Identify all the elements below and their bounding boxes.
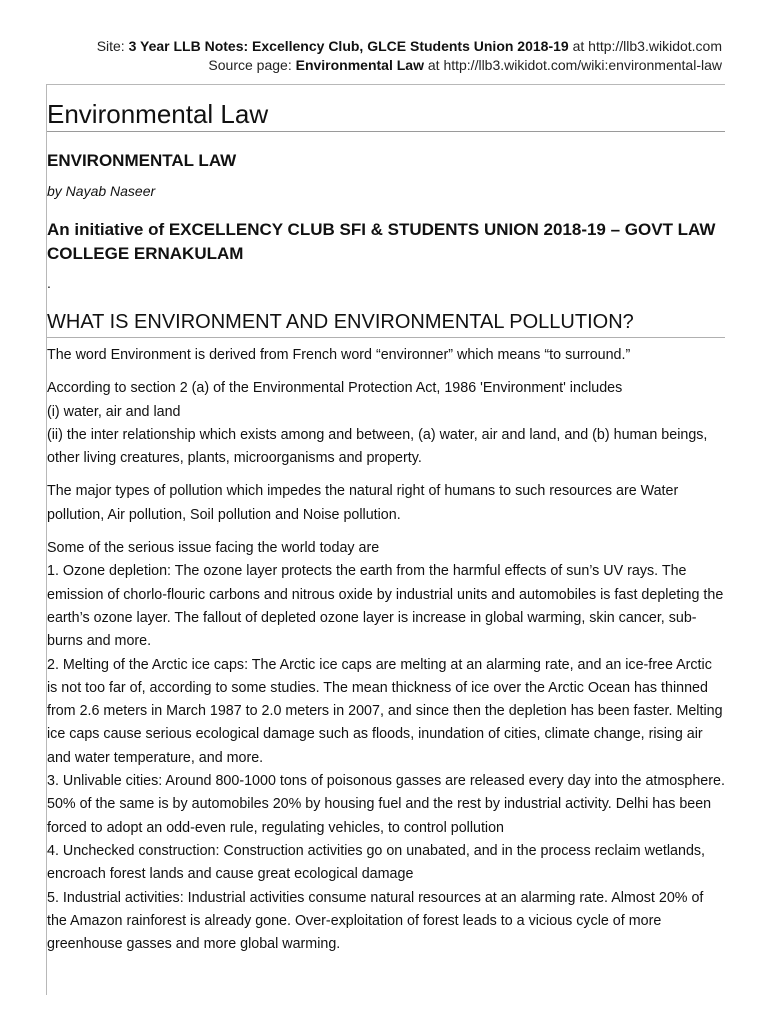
site-line (22, 37, 722, 56)
article-heading: ENVIRONMENTAL LAW (47, 151, 237, 170)
source-at: at (427, 57, 440, 73)
site-at: at (572, 38, 585, 54)
source-line (22, 56, 722, 75)
section-2a-item-1: (i) water, air and land (47, 403, 181, 420)
dot-separator: . (47, 275, 51, 291)
page-title: Environmental Law (47, 99, 725, 132)
byline: by Nayab Naseer (47, 183, 156, 199)
initiative-heading: An initiative of EXCELLENCY CLUB SFI & STUDENTS UNION 2018-19 – GOVT LAW COLLEGE ERNAKULAM (47, 220, 716, 263)
issue-item: 3. Unlivable cities: Around 800-1000 tons of poisonous gasses are released every day into the atmosphere. 50% of the same is by automobiles 20% by housing fuel and the rest by industrial activity. Delhi has been forced to adopt an odd-even rule, regulating vehicles, to control pollution (47, 773, 725, 836)
issue-item: 4. Unchecked construction: Construction activities go on unabated, and in the process reclaim wetlands, encroach forest lands and cause great ecological damage (47, 842, 706, 883)
paragraph-pollution-types: The major types of pollution which impedes the natural right of humans to such resources are Water pollution, Air pollution, Soil pollution and Noise pollution. (47, 483, 679, 523)
paragraph-definition: The word Environment is derived from French word “environner” which means “to surround.” (47, 347, 631, 363)
source-url[interactable]: http://llb3.wikidot.com/wiki:environmental-law (443, 57, 722, 73)
issue-item: 1. Ozone depletion: The ozone layer protects the earth from the harmful effects of sun’s UV rays. The emission of chorlo-flouric carbons and nitrous oxide by industrial units and automobiles is fast depleting the earth’s ozone layer. The fallout of depleted ozone layer is increase in global warming, skin cancer, sub-burns and more. (47, 563, 724, 650)
issues-intro: Some of the serious issue facing the world today are (47, 540, 380, 557)
article-body (47, 344, 725, 966)
section-2a-item-2: (ii) the inter relationship which exists among and between, (a) water, air and land, and (b) human beings, other living creatures, plants, microorganisms and property. (47, 426, 708, 467)
source-label: Source page: (208, 57, 292, 73)
site-name: 3 Year LLB Notes: Excellency Club, GLCE Students Union 2018-19 (128, 38, 569, 54)
paragraph-section-2a (47, 377, 725, 470)
section-2a-intro: According to section 2 (a) of the Environmental Protection Act, 1986 'Environment' includes (47, 380, 623, 397)
page-content (46, 84, 725, 995)
section-title: WHAT IS ENVIRONMENT AND ENVIRONMENTAL POLLUTION? (47, 309, 725, 338)
issue-item: 2. Melting of the Arctic ice caps: The Arctic ice caps are melting at an alarming rate, and an ice-free Arctic is not too far of, according to some studies. The mean thickness of ice over the Arctic Ocean has thinned from 2.6 meters in March 1987 to 2.0 meters in 2007, and since then the depletion has been faster. Melting ice caps cause serious ecological damage such as floods, inundation of cities, climate change, rising air and water temperature, and more. (47, 656, 723, 766)
issue-item: 5. Industrial activities: Industrial activities consume natural resources at an alarming rate. Almost 20% of the Amazon rainforest is already gone. Over-exploitation of forest leads to a vicious cycle of more greenhouse gasses and more global warming. (47, 889, 704, 953)
site-label: Site: (96, 38, 125, 54)
source-name: Environmental Law (295, 57, 424, 73)
site-header (22, 37, 722, 75)
site-url[interactable]: http://llb3.wikidot.com (588, 38, 722, 54)
paragraph-issues (47, 537, 725, 956)
